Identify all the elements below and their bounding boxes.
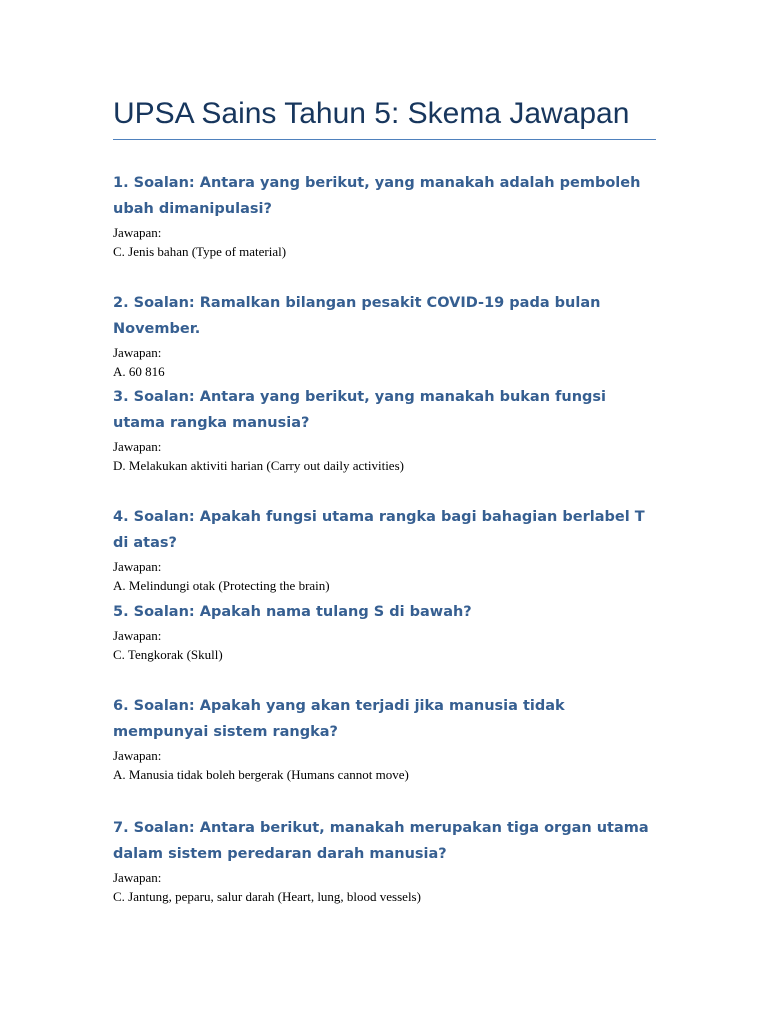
question-heading: 6. Soalan: Apakah yang akan terjadi jika manusia tidak mempunyai sistem rangka?: [113, 698, 565, 740]
question-heading: 5. Soalan: Apakah nama tulang S di bawah?: [113, 604, 472, 620]
answer-text: A. 60 816: [113, 364, 165, 379]
question-item-4: [113, 504, 656, 595]
question-heading: 7. Soalan: Antara berikut, manakah merupakan tiga organ utama dalam sistem peredaran darah manusia?: [113, 820, 649, 862]
question-heading: 2. Soalan: Ramalkan bilangan pesakit COVID-19 pada bulan November.: [113, 295, 601, 337]
question-item-6: [113, 693, 656, 784]
question-item-5: [113, 599, 656, 664]
answer-label: Jawapan:: [113, 225, 162, 240]
answer-text: D. Melakukan aktiviti harian (Carry out daily activities): [113, 458, 404, 473]
answer-label: Jawapan:: [113, 439, 162, 454]
answer-text: C. Jenis bahan (Type of material): [113, 244, 287, 259]
question-item-3: [113, 384, 656, 475]
question-item-2: [113, 290, 656, 381]
question-item-7: [113, 815, 656, 906]
answer-label: Jawapan:: [113, 559, 162, 574]
answer-text: C. Jantung, peparu, salur darah (Heart, lung, blood vessels): [113, 889, 421, 904]
answer-text: A. Manusia tidak boleh bergerak (Humans cannot move): [113, 767, 409, 782]
question-heading: 1. Soalan: Antara yang berikut, yang manakah adalah pemboleh ubah dimanipulasi?: [113, 175, 641, 217]
question-item-1: [113, 170, 656, 261]
answer-text: A. Melindungi otak (Protecting the brain): [113, 578, 330, 593]
answer-label: Jawapan:: [113, 748, 162, 763]
question-heading: 3. Soalan: Antara yang berikut, yang manakah bukan fungsi utama rangka manusia?: [113, 389, 606, 431]
page-title: UPSA Sains Tahun 5: Skema Jawapan: [113, 97, 630, 130]
answer-label: Jawapan:: [113, 628, 162, 643]
title-divider: [113, 139, 656, 140]
answer-label: Jawapan:: [113, 345, 162, 360]
answer-text: C. Tengkorak (Skull): [113, 647, 223, 662]
question-heading: 4. Soalan: Apakah fungsi utama rangka bagi bahagian berlabel T di atas?: [113, 509, 645, 551]
answer-label: Jawapan:: [113, 870, 162, 885]
